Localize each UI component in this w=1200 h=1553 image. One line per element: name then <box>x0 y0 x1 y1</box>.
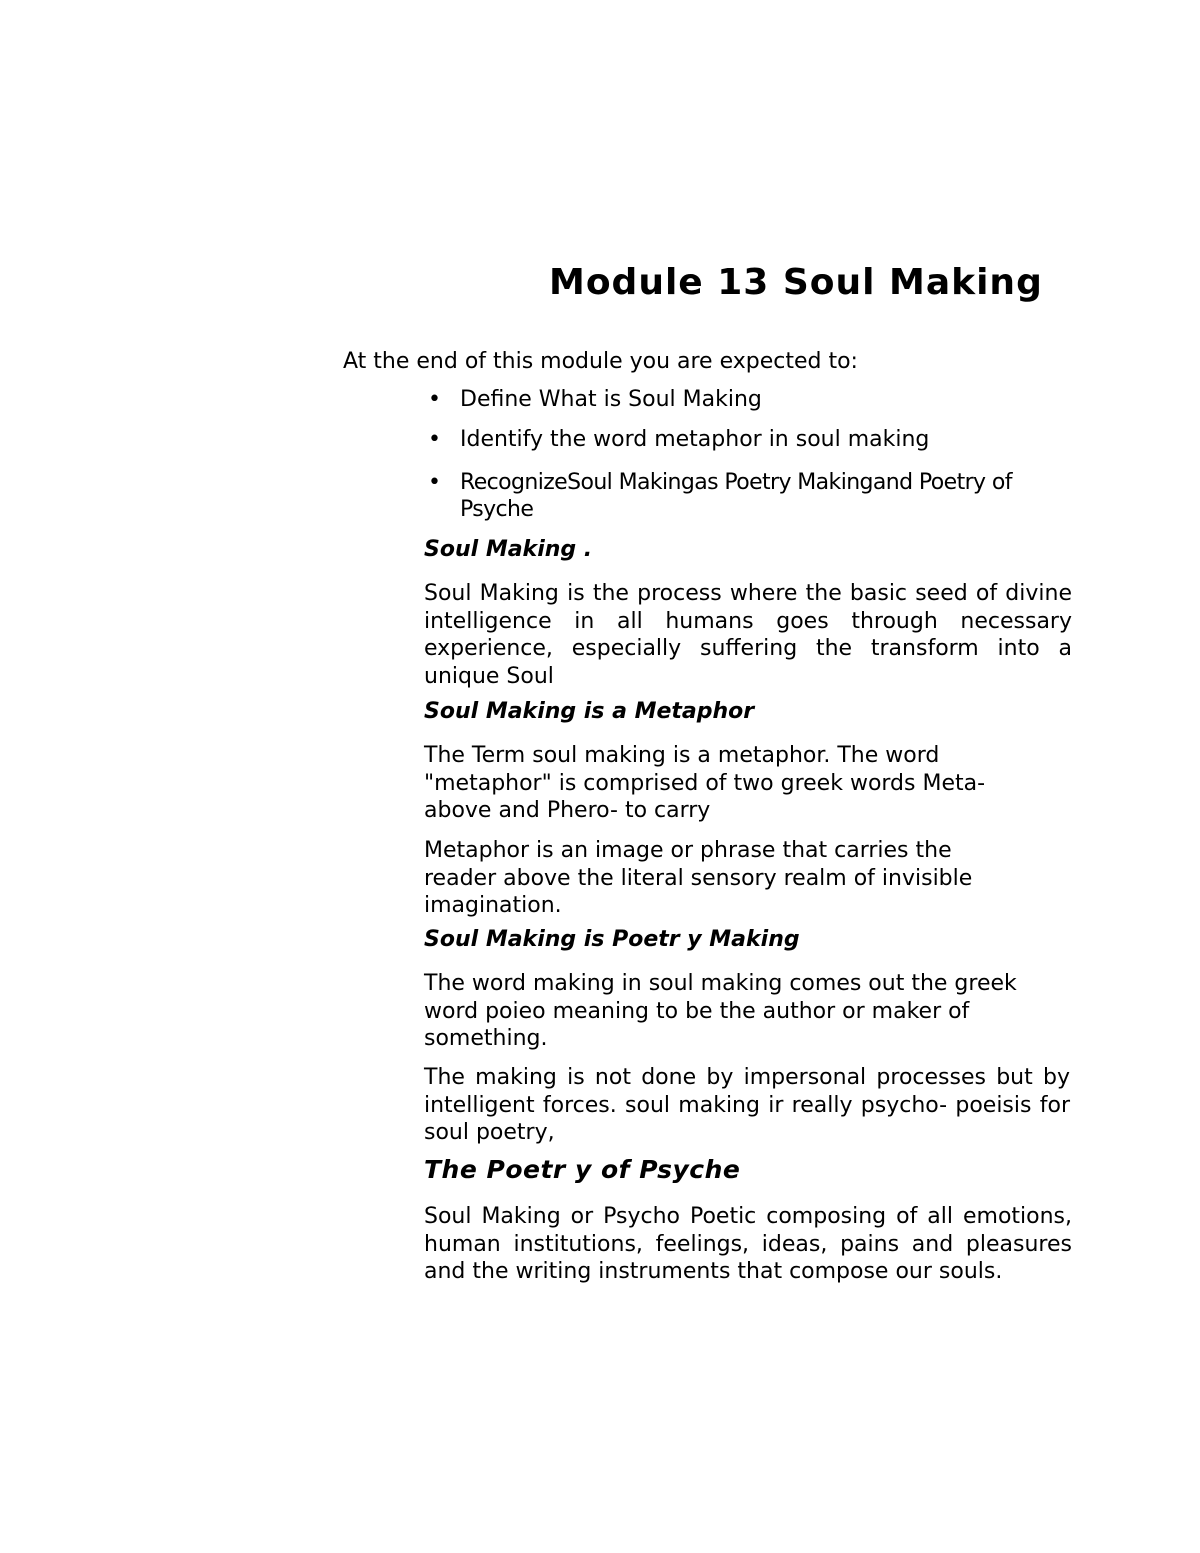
paragraph-poetry-making-2: The making is not done by impersonal processes but by intelligent forces. soul making ir really psycho- poeisis for soul poetry, <box>424 1065 1070 1145</box>
paragraph-metaphor-1: The Term soul making is a metaphor. The word "metaphor" is comprised of two greek words Meta- above and Phero- to carry <box>424 743 986 823</box>
section-heading-poetry-making: Soul Making is Poetr y Making <box>424 927 800 952</box>
list-item <box>426 469 1076 523</box>
bullet-icon: • <box>428 470 441 495</box>
list-item <box>426 386 1076 413</box>
objective-text: RecognizeSoul Makingas Poetry Makingand Poetry of Psyche <box>460 470 1012 522</box>
objective-text: Identify the word metaphor in soul making <box>460 427 930 452</box>
list-item <box>426 426 1076 453</box>
section-heading-soul-making: Soul Making . <box>424 537 593 562</box>
paragraph-poetry-of-psyche: Soul Making or Psycho Poetic composing of all emotions, human institutions, feelings, ideas, pains and pleasures and the writing instruments that compose our souls. <box>424 1204 1072 1284</box>
objectives-intro: At the end of this module you are expected to: <box>343 349 858 374</box>
paragraph-soul-making: Soul Making is the process where the basic seed of divine intelligence in all humans goes through necessary experience, especially suffering the transform into a unique Soul <box>424 581 1072 689</box>
section-heading-metaphor: Soul Making is a Metaphor <box>424 699 755 724</box>
objective-text: Define What is Soul Making <box>460 387 762 412</box>
module-title: Module 13 Soul Making <box>549 262 1043 303</box>
paragraph-poetry-making-1: The word making in soul making comes out the greek word poieo meaning to be the author or maker of something. <box>424 971 1017 1051</box>
objectives-list <box>426 386 1076 523</box>
bullet-icon: • <box>428 427 441 452</box>
bullet-icon: • <box>428 387 441 412</box>
section-heading-poetry-of-psyche: The Poetr y of Psyche <box>424 1155 741 1184</box>
paragraph-metaphor-2: Metaphor is an image or phrase that carries the reader above the literal sensory realm of invisible imagination. <box>424 838 973 918</box>
